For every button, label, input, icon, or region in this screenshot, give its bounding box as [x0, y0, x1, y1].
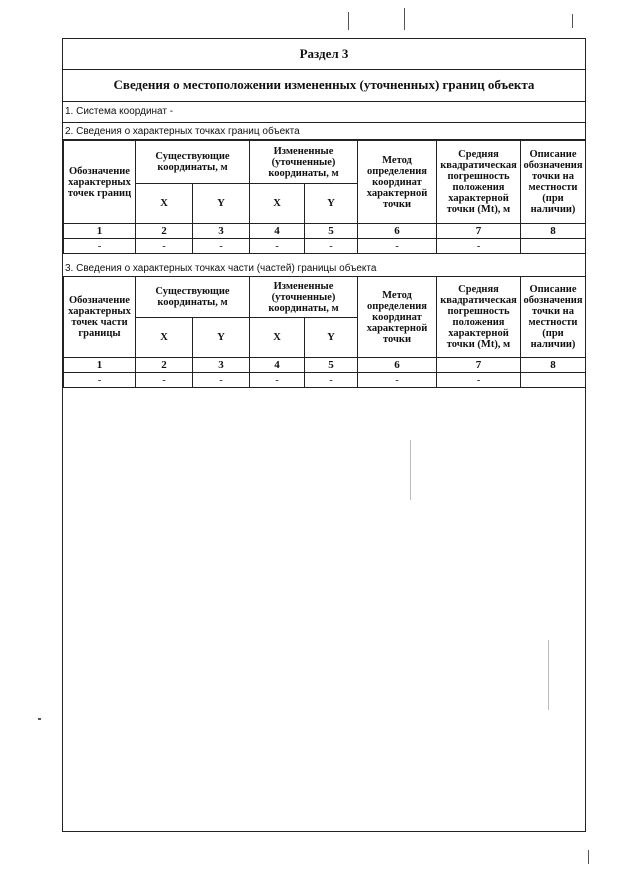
- col-designation: Обозначение характерных точек части границы: [64, 277, 136, 358]
- col-x-existing: X: [136, 184, 193, 224]
- column-numbers-row: [64, 358, 586, 373]
- scan-noise: [348, 12, 349, 30]
- table-cell: -: [193, 239, 250, 254]
- col-number: 7: [437, 358, 521, 373]
- scan-noise: [588, 850, 589, 864]
- col-existing-coords: Существующие координаты, м: [136, 141, 250, 184]
- table-cell: -: [250, 239, 305, 254]
- coordinate-system-line: 1. Система координат -: [63, 101, 585, 123]
- col-description: Описание обозначения точки на местности (при наличии): [521, 277, 586, 358]
- col-x-changed: X: [250, 184, 305, 224]
- col-description: Описание обозначения точки на местности (при наличии): [521, 141, 586, 224]
- table-cell: -: [193, 373, 250, 388]
- table-cell: -: [358, 373, 437, 388]
- col-y-existing: Y: [193, 184, 250, 224]
- scan-noise: [404, 8, 405, 30]
- col-number: 3: [193, 224, 250, 239]
- col-y-existing: Y: [193, 318, 250, 358]
- col-number: 1: [64, 358, 136, 373]
- col-designation: Обозначение характерных точек границ: [64, 141, 136, 224]
- table1-caption: 2. Сведения о характерных точках границ объекта: [63, 123, 585, 140]
- table-cell: -: [358, 239, 437, 254]
- col-method: Метод определения координат характерной точки: [358, 277, 437, 358]
- section-subtitle: Сведения о местоположении измененных (уточненных) границ объекта: [63, 69, 585, 102]
- column-numbers-row: [64, 224, 586, 239]
- table-cell: -: [437, 239, 521, 254]
- scan-noise: [548, 640, 549, 710]
- col-x-changed: X: [250, 318, 305, 358]
- table-row: [64, 239, 586, 254]
- col-number: 5: [305, 358, 358, 373]
- col-number: 6: [358, 358, 437, 373]
- table-cell: -: [64, 239, 136, 254]
- table-cell: -: [136, 239, 193, 254]
- section-title: Раздел 3: [63, 39, 585, 70]
- scan-noise: [410, 440, 411, 500]
- col-number: 1: [64, 224, 136, 239]
- col-y-changed: Y: [305, 318, 358, 358]
- table2-caption: 3. Сведения о характерных точках части (частей) границы объекта: [65, 263, 377, 274]
- col-existing-coords: Существующие координаты, м: [136, 277, 250, 318]
- table-cell: [521, 239, 586, 254]
- col-number: 4: [250, 358, 305, 373]
- col-method: Метод определения координат характерной точки: [358, 141, 437, 224]
- col-number: 2: [136, 358, 193, 373]
- points-table: [63, 140, 586, 254]
- table-cell: -: [250, 373, 305, 388]
- col-y-changed: Y: [305, 184, 358, 224]
- table-cell: -: [136, 373, 193, 388]
- scan-noise: [38, 718, 41, 720]
- scan-noise: [572, 14, 573, 28]
- table-cell: -: [305, 373, 358, 388]
- col-changed-coords: Измененные (уточненные) координаты, м: [250, 277, 358, 318]
- col-number: 8: [521, 358, 586, 373]
- table-cell: [521, 373, 586, 388]
- col-number: 6: [358, 224, 437, 239]
- table-cell: -: [437, 373, 521, 388]
- col-number: 7: [437, 224, 521, 239]
- col-number: 8: [521, 224, 586, 239]
- col-number: 4: [250, 224, 305, 239]
- col-number: 2: [136, 224, 193, 239]
- col-x-existing: X: [136, 318, 193, 358]
- table-row: [64, 373, 586, 388]
- col-number: 5: [305, 224, 358, 239]
- table-cell: -: [305, 239, 358, 254]
- col-number: 3: [193, 358, 250, 373]
- col-changed-coords: Измененные (уточненные) координаты, м: [250, 141, 358, 184]
- table-cell: -: [64, 373, 136, 388]
- col-error: Средняя квадратическая погрешность положения характерной точки (Mt), м: [437, 141, 521, 224]
- col-error: Средняя квадратическая погрешность положения характерной точки (Mt), м: [437, 277, 521, 358]
- part-points-table: [63, 276, 586, 388]
- document-frame: [62, 38, 586, 832]
